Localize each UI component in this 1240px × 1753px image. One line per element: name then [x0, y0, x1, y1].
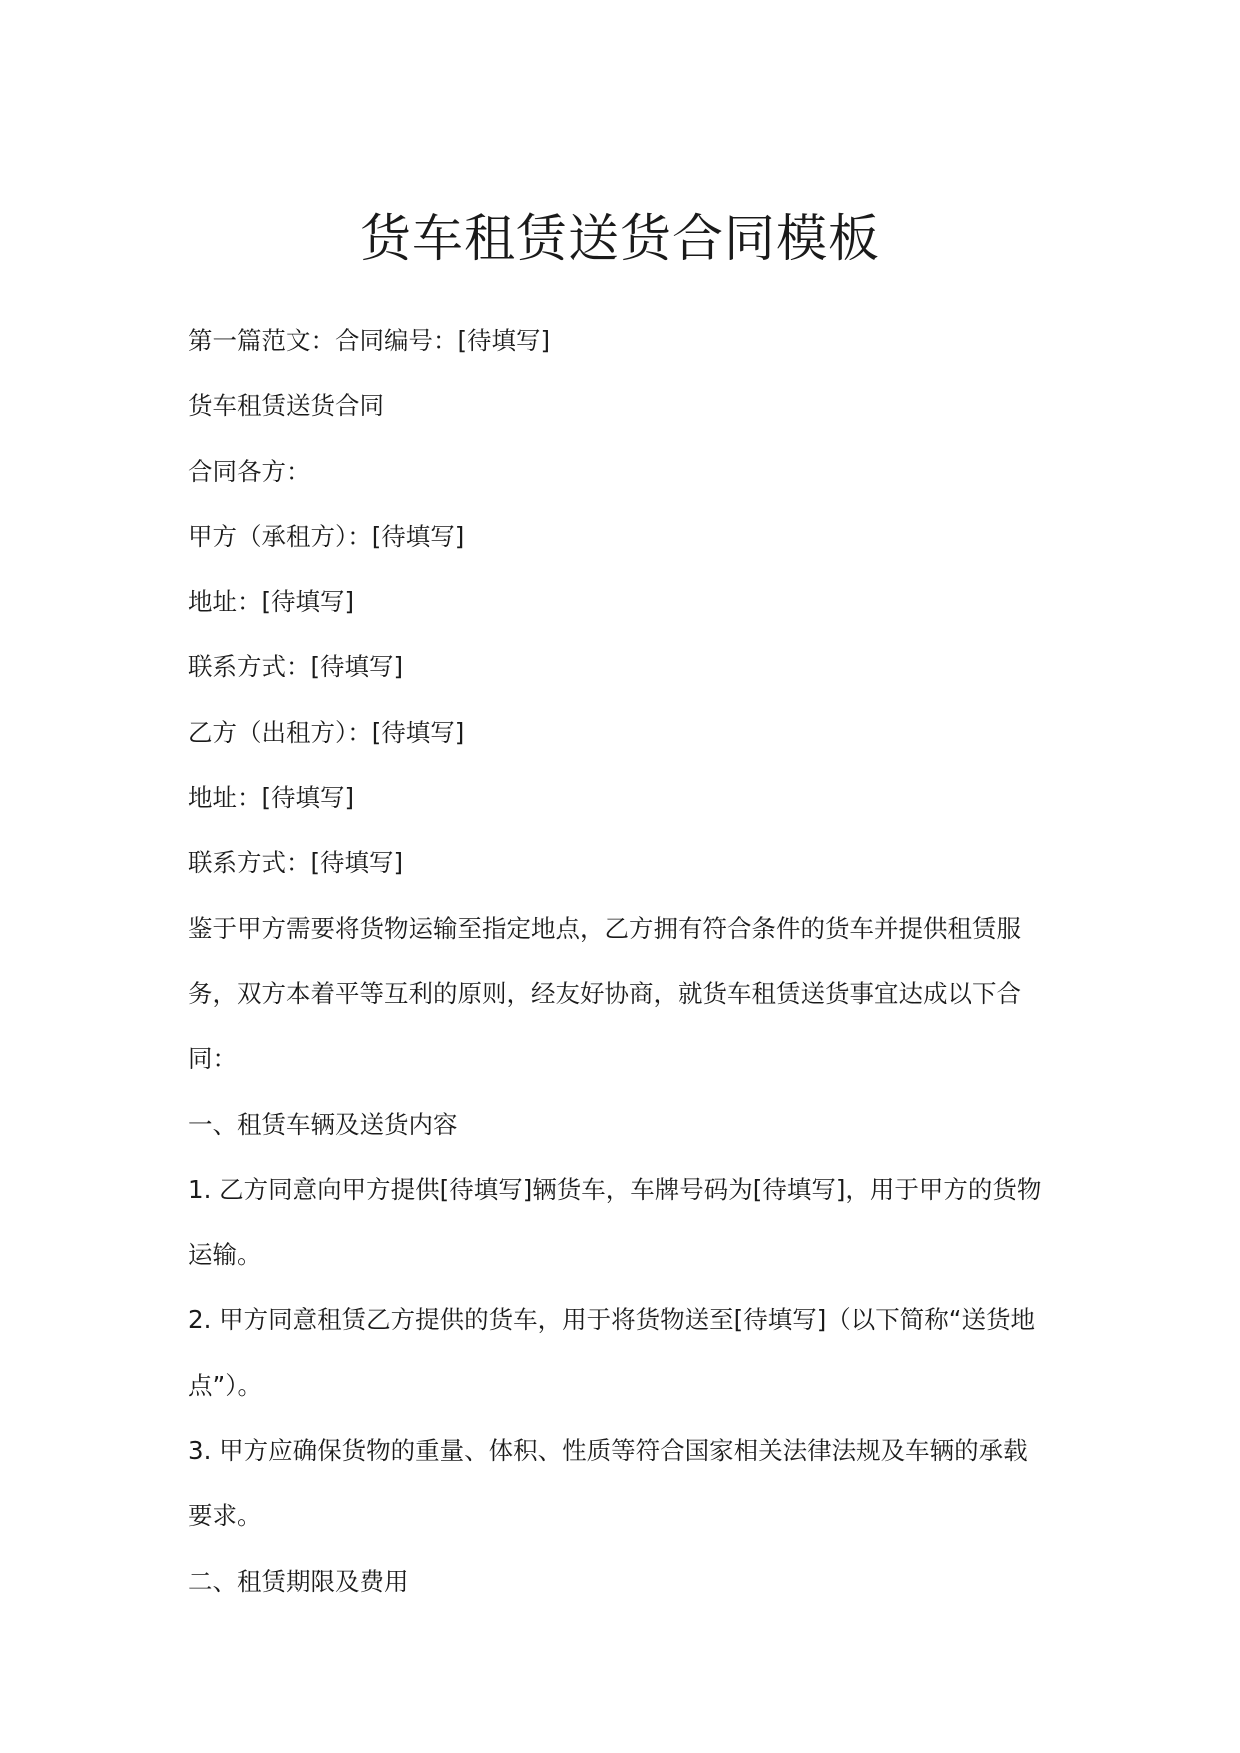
preamble-line-1: 鉴于甲方需要将货物运输至指定地点，乙方拥有符合条件的货车并提供租赁服	[188, 913, 1021, 943]
clause-3-line-1: 3. 甲方应确保货物的重量、体积、性质等符合国家相关法律法规及车辆的承载	[188, 1436, 1028, 1466]
party-b-line: 乙方（出租方）：[待填写]	[188, 717, 465, 747]
party-a-address: 地址：[待填写]	[188, 587, 355, 617]
party-a-line: 甲方（承租方）：[待填写]	[188, 521, 465, 551]
party-b-address: 地址：[待填写]	[188, 783, 355, 813]
contract-number-line: 第一篇范文：合同编号：[待填写]	[188, 326, 551, 355]
document-title: 货车租赁送货合同模板	[359, 210, 880, 269]
contract-name-line: 货车租赁送货合同	[188, 391, 384, 421]
section-1-heading: 一、租赁车辆及送货内容	[188, 1109, 458, 1139]
parties-heading: 合同各方：	[188, 456, 311, 486]
section-2-heading: 二、租赁期限及费用	[188, 1566, 409, 1596]
preamble-line-2: 务，双方本着平等互利的原则，经友好协商，就货车租赁送货事宜达成以下合	[188, 978, 1021, 1008]
clause-1-line-2: 运输。	[188, 1240, 262, 1270]
party-a-contact: 联系方式：[待填写]	[188, 652, 404, 682]
preamble-line-3: 同：	[188, 1044, 237, 1074]
clause-2-line-1: 2. 甲方同意租赁乙方提供的货车，用于将货物送至[待填写]（以下简称“送货地	[188, 1305, 1035, 1335]
party-b-contact: 联系方式：[待填写]	[188, 848, 404, 878]
clause-1-line-1: 1. 乙方同意向甲方提供[待填写]辆货车，车牌号码为[待填写]，用于甲方的货物	[188, 1174, 1042, 1204]
clause-3-line-2: 要求。	[188, 1501, 262, 1531]
clause-2-line-2: 点”）。	[188, 1370, 262, 1400]
document-body	[188, 308, 1054, 1614]
